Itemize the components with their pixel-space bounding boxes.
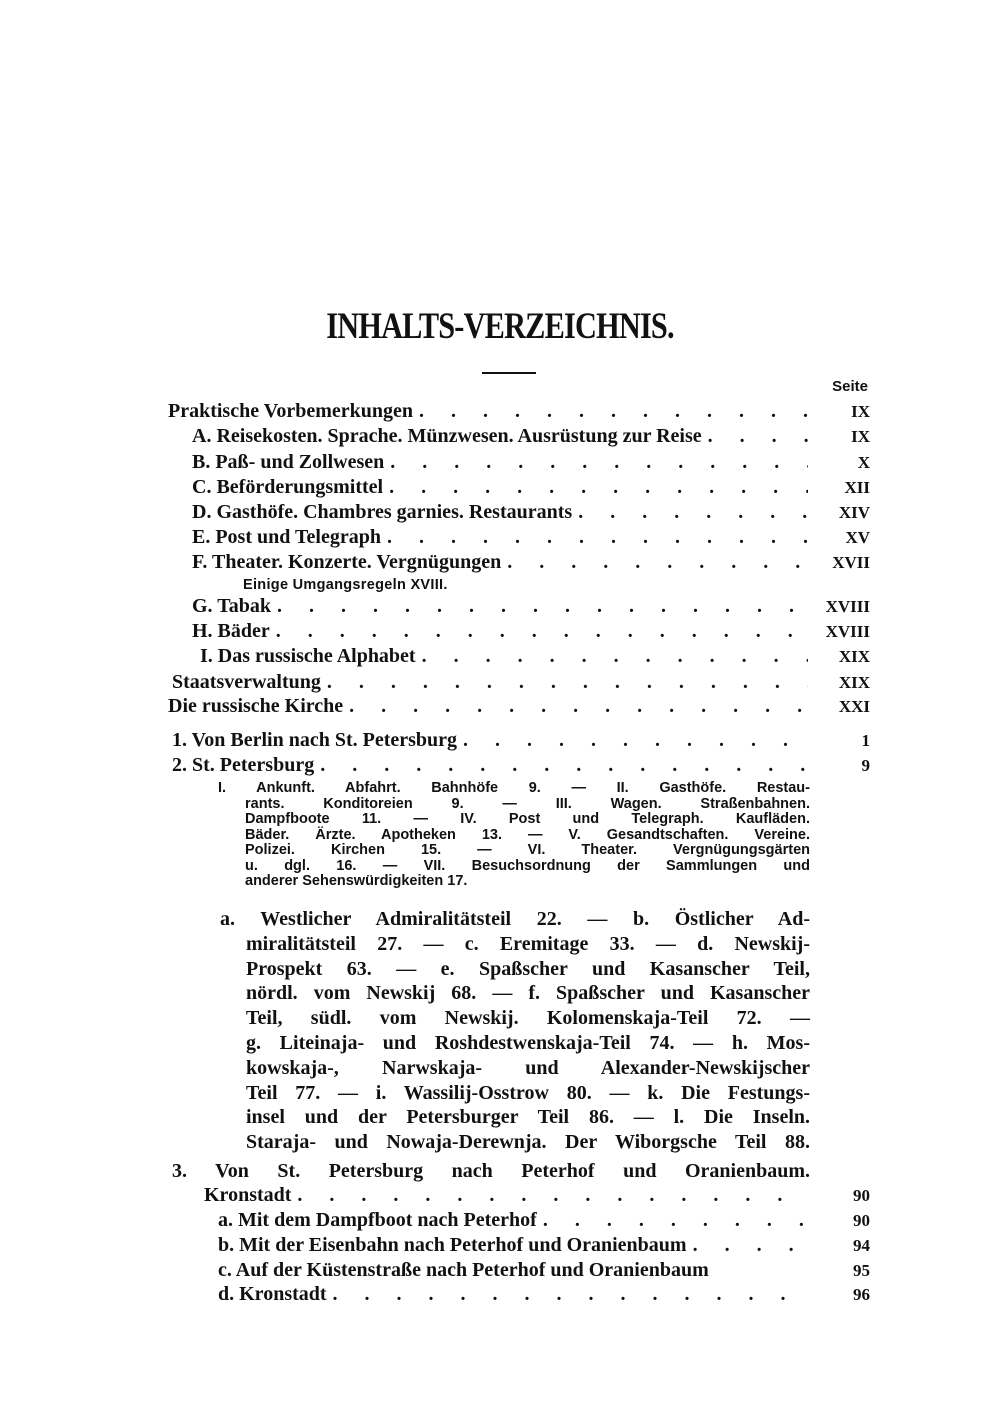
toc-entry-label: 2. St. Petersburg	[172, 754, 315, 776]
page-number: XIX	[838, 673, 870, 692]
page-number: XXI	[838, 697, 870, 716]
page-number: 96	[853, 1285, 870, 1304]
dot-leader	[270, 620, 808, 643]
dot-leader	[343, 695, 808, 718]
dot-leader	[702, 425, 808, 448]
toc-entry-label: A. Reisekosten. Sprache. Münzwesen. Ausrüstung zur Reise	[192, 425, 702, 447]
toc-entry-label: D. Gasthöfe. Chambres garnies. Restaurants	[192, 501, 573, 523]
toc-entry	[168, 595, 870, 619]
toc-entry	[168, 501, 870, 525]
toc-entry	[168, 620, 870, 644]
dot-leader	[327, 1283, 808, 1306]
toc-entry-label: d. Kronstadt	[218, 1283, 327, 1305]
toc-entry	[168, 1259, 870, 1283]
toc-entry	[168, 645, 870, 669]
page-number: XVIII	[825, 622, 870, 641]
dot-leader	[413, 400, 808, 423]
toc-entry	[168, 1209, 870, 1233]
dot-leader	[271, 595, 808, 618]
toc-entry-label: I. Das russische Alphabet	[200, 645, 416, 667]
petersburg-practical-line: Bäder. Ärzte. Apotheken 13. — V. Gesandtschaften. Vereine.	[245, 826, 810, 843]
toc-entry-label: G. Tabak	[192, 595, 271, 617]
page-number: XII	[844, 478, 870, 497]
dot-leader	[321, 671, 808, 694]
dot-leader	[416, 645, 808, 668]
petersburg-practical-line: Polizei. Kirchen 15. — VI. Theater. Vergnügungsgärten	[245, 842, 810, 858]
toc-entry	[168, 729, 870, 753]
dot-leader	[291, 1184, 808, 1207]
page-number: IX	[851, 402, 870, 421]
toc-entry-label: Die russische Kirche	[168, 695, 344, 717]
toc-entry	[168, 551, 870, 575]
dot-leader	[384, 451, 808, 474]
f-subnote: Einige Umgangsregeln XVIII.	[243, 577, 448, 593]
petersburg-district-line: Teil, südl. vom Newskij. Kolomenskaja-Teil 72. —	[246, 1007, 810, 1030]
petersburg-district-line: Staraja- und Nowaja-Derewnja. Der Wiborgsche Teil 88.	[246, 1131, 810, 1154]
petersburg-district-line: nördl. vom Newskij 68. — f. Spaßscher und Kasanscher	[246, 982, 810, 1005]
dot-leader	[457, 729, 808, 752]
page-number: 1	[861, 731, 870, 750]
dot-leader	[381, 526, 808, 549]
page-number: 90	[853, 1211, 870, 1230]
page-number: X	[857, 453, 870, 472]
toc-entry-label: Kronstadt	[204, 1184, 292, 1206]
toc-entry-label: a. Mit dem Dampfboot nach Peterhof	[218, 1209, 537, 1231]
petersburg-district-line: a. Westlicher Admiralitätsteil 22. — b. Östlicher Ad-	[220, 908, 810, 930]
page-number: XIV	[838, 503, 870, 522]
toc-entry	[168, 400, 870, 424]
toc-entry-label: H. Bäder	[192, 620, 270, 642]
petersburg-district-line: Teil 77. — i. Wassilij-Osstrow 80. — k. Die Festungs-	[246, 1081, 810, 1104]
petersburg-district-line: g. Liteinaja- und Roshdestwenskaja-Teil 74. — h. Mos-	[246, 1032, 810, 1054]
petersburg-practical-line: I. Ankunft. Abfahrt. Bahnhöfe 9. — II. Gasthöfe. Restau-	[218, 780, 810, 796]
toc-entry	[168, 1184, 870, 1208]
toc-entry	[168, 476, 870, 500]
petersburg-district-line: kowskaja-, Narwskaja- und Alexander-Newskijscher	[246, 1056, 810, 1079]
petersburg-district-line: miralitätsteil 27. — c. Eremitage 33. — d. Newskij-	[246, 932, 810, 955]
page-number: XVII	[832, 553, 870, 572]
toc-entry	[168, 526, 870, 550]
title-rule	[482, 372, 536, 374]
page-number: 94	[853, 1236, 870, 1255]
toc-entry-label: Staatsverwaltung	[172, 671, 321, 693]
page-number: 9	[861, 756, 870, 775]
page-number: XVIII	[825, 597, 870, 616]
toc-entry-label: E. Post und Telegraph	[192, 526, 381, 548]
toc-entry	[168, 425, 870, 449]
petersburg-district-line: Prospekt 63. — e. Spaßscher und Kasanscher Teil,	[246, 957, 810, 980]
page-number: XIX	[838, 647, 870, 666]
route-3-title: 3. Von St. Petersburg nach Peterhof und Oranienbaum.	[172, 1160, 810, 1182]
toc-entry	[168, 1283, 870, 1307]
page-number: IX	[851, 427, 870, 446]
page-title: INHALTS-VERZEICHNIS.	[326, 306, 674, 347]
toc-entry	[168, 754, 870, 778]
toc-entry	[168, 1234, 870, 1258]
dot-leader	[572, 501, 808, 524]
toc-entry	[168, 695, 870, 719]
toc-entry-label: b. Mit der Eisenbahn nach Peterhof und Oranienbaum	[218, 1234, 687, 1256]
petersburg-district-line: insel und der Petersburger Teil 86. — l. Die Inseln.	[246, 1106, 810, 1129]
toc-entry	[168, 451, 870, 475]
toc-entry-label: c. Auf der Küstenstraße nach Peterhof und Oranienbaum	[218, 1259, 709, 1281]
dot-leader	[501, 551, 808, 574]
toc-entry-label: B. Paß- und Zollwesen	[192, 451, 385, 473]
toc-entry-label: Praktische Vorbemerkungen	[168, 400, 413, 422]
toc-entry-label: C. Beförderungsmittel	[192, 476, 384, 498]
dot-leader	[314, 754, 808, 777]
petersburg-practical-line: anderer Sehenswürdigkeiten 17.	[245, 873, 468, 889]
dot-leader	[687, 1234, 808, 1257]
petersburg-practical-line: rants. Konditoreien 9. — III. Wagen. Straßenbahnen.	[245, 795, 810, 812]
seite-header: Seite	[832, 378, 868, 395]
toc-entry-label: 1. Von Berlin nach St. Petersburg	[172, 729, 458, 751]
petersburg-practical-line: Dampfboote 11. — IV. Post und Telegraph. Kaufläden.	[245, 811, 810, 827]
page-number: XV	[845, 528, 870, 547]
dot-leader	[383, 476, 808, 499]
toc-entry	[168, 671, 870, 695]
toc-entry-label: F. Theater. Konzerte. Vergnügungen	[192, 551, 502, 573]
page-number: 90	[853, 1186, 870, 1205]
petersburg-practical-line: u. dgl. 16. — VII. Besuchsordnung der Sammlungen und	[245, 857, 810, 874]
dot-leader	[537, 1209, 808, 1232]
page-number: 95	[853, 1261, 870, 1280]
